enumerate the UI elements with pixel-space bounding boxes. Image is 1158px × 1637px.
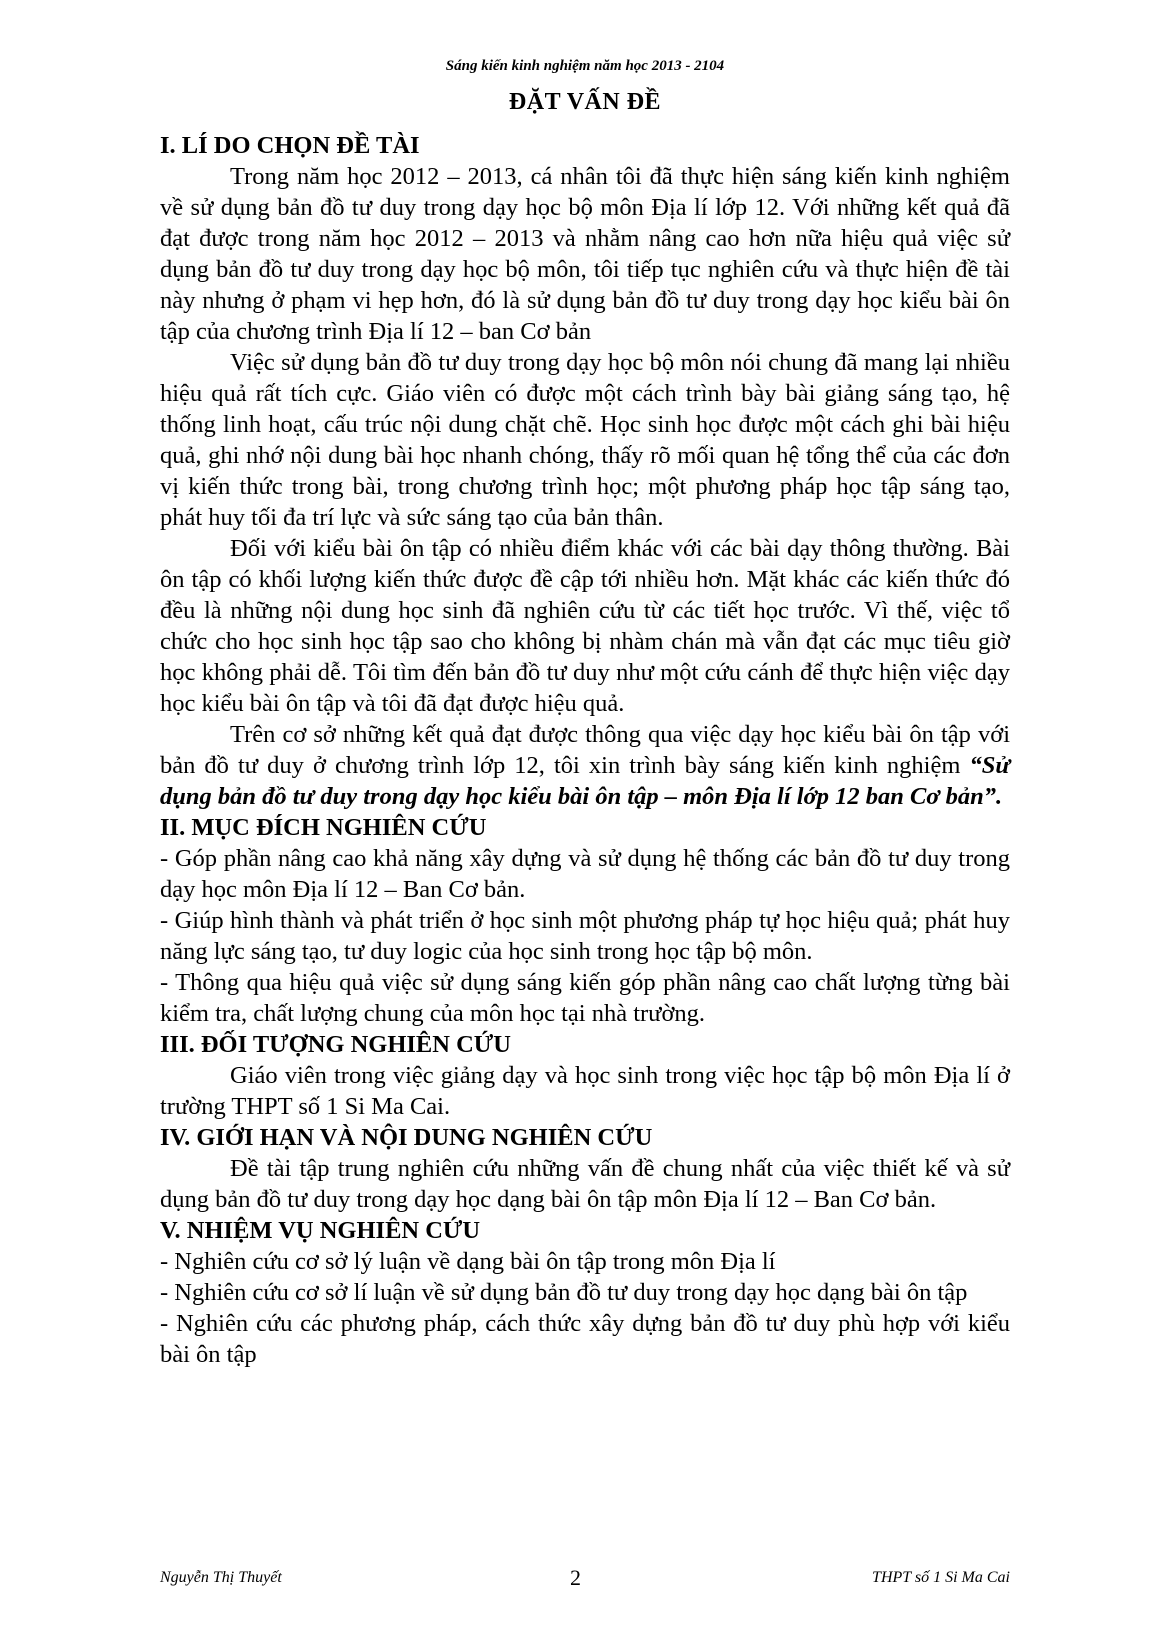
section-5-title: V. NHIỆM VỤ NGHIÊN CỨU: [160, 1217, 481, 1244]
section-3-title: III. ĐỐI TƯỢNG NGHIÊN CỨU: [160, 1031, 511, 1058]
section-1-paragraph-4: [160, 719, 1010, 812]
section-2-item-3: - Thông qua hiệu quả việc sử dụng sáng kiến góp phần nâng cao chất lượng từng bài kiểm tra, chất lượng chung của môn học tại nhà trường.: [160, 969, 1010, 1027]
section-2-title: II. MỤC ĐÍCH NGHIÊN CỨU: [160, 814, 487, 841]
section-3-paragraph: Giáo viên trong việc giảng dạy và học sinh trong việc học tập bộ môn Địa lí ở trường THPT số 1 Si Ma Cai.: [160, 1062, 1010, 1120]
section-2-item-2: - Giúp hình thành và phát triển ở học sinh một phương pháp tự học hiệu quả; phát huy năng lực sáng tạo, tư duy logic của học sinh trong học tập bộ môn.: [160, 907, 1010, 965]
section-5-item-1: - Nghiên cứu cơ sở lý luận về dạng bài ôn tập trong môn Địa lí: [160, 1248, 776, 1275]
initiative-title-emphasis: “Sử dụng bản đồ tư duy trong dạy học kiểu bài ôn tập – môn Địa lí lớp 12 ban Cơ bản”.: [160, 752, 1010, 810]
footer-author: Nguyễn Thị Thuyết: [160, 1569, 282, 1586]
section-1-paragraph-3: Đối với kiểu bài ôn tập có nhiều điểm khác với các bài dạy thông thường. Bài ôn tập có khối lượng kiến thức được đề cập tới nhiều hơn. Mặt khác các kiến thức đó đều là những nội dung học sinh đã nghiên cứu từ các tiết học trước. Vì thế, việc tổ chức cho học sinh học tập sao cho không bị nhàm chán mà vẫn đạt các mục tiêu giờ học không phải dễ. Tôi tìm đến bản đồ tư duy như một cứu cánh để thực hiện việc dạy học kiểu bài ôn tập và tôi đã đạt được hiệu quả.: [160, 535, 1010, 717]
section-1-title: I. LÍ DO CHỌN ĐỀ TÀI: [160, 132, 420, 159]
page-footer: [160, 1565, 1010, 1595]
section-2-item-1: - Góp phần nâng cao khả năng xây dựng và sử dụng hệ thống các bản đồ tư duy trong dạy học môn Địa lí 12 – Ban Cơ bản.: [160, 845, 1010, 903]
page-number: 2: [570, 1565, 581, 1590]
page-header: Sáng kiến kinh nghiệm năm học 2013 - 2104: [445, 58, 725, 74]
section-4-title: IV. GIỚI HẠN VÀ NỘI DUNG NGHIÊN CỨU: [160, 1124, 653, 1151]
document-page: [160, 58, 1010, 1370]
section-1-paragraph-4-text: Trên cơ sở những kết quả đạt được thông qua việc dạy học kiểu bài ôn tập với bản đồ tư duy ở chương trình lớp 12, tôi xin trình bày sáng kiến kinh nghiệm: [160, 721, 1010, 779]
section-4-paragraph: Đề tài tập trung nghiên cứu những vấn đề chung nhất của việc thiết kế và sử dụng bản đồ tư duy trong dạy học dạng bài ôn tập môn Địa lí 12 – Ban Cơ bản.: [160, 1155, 1010, 1213]
footer-school: THPT số 1 Si Ma Cai: [872, 1569, 1010, 1586]
section-1-paragraph-2: Việc sử dụng bản đồ tư duy trong dạy học bộ môn nói chung đã mang lại nhiều hiệu quả rất tích cực. Giáo viên có được một cách trình bày bài giảng sáng tạo, hệ thống linh hoạt, cấu trúc nội dung chặt chẽ. Học sinh học được một cách ghi bài hiệu quả, ghi nhớ nội dung bài học nhanh chóng, thấy rõ mối quan hệ tổng thể của các đơn vị kiến thức trong bài, trong chương trình học; một phương pháp học tập sáng tạo, phát huy tối đa trí lực và sức sáng tạo của bản thân.: [160, 349, 1010, 531]
section-5-item-3: - Nghiên cứu các phương pháp, cách thức xây dựng bản đồ tư duy phù hợp với kiểu bài ôn tập: [160, 1310, 1010, 1368]
main-title: ĐẶT VẤN ĐỀ: [508, 89, 662, 115]
section-1-paragraph-1: Trong năm học 2012 – 2013, cá nhân tôi đã thực hiện sáng kiến kinh nghiệm về sử dụng bản đồ tư duy trong dạy học bộ môn Địa lí lớp 12. Với những kết quả đã đạt được trong năm học 2012 – 2013 và nhằm nâng cao hơn nữa hiệu quả việc sử dụng bản đồ tư duy trong dạy học bộ môn, tôi tiếp tục nghiên cứu và thực hiện đề tài này nhưng ở phạm vi hẹp hơn, đó là sử dụng bản đồ tư duy trong dạy học kiểu bài ôn tập của chương trình Địa lí 12 – ban Cơ bản: [160, 163, 1010, 345]
section-5-item-2: - Nghiên cứu cơ sở lí luận về sử dụng bản đồ tư duy trong dạy học dạng bài ôn tập: [160, 1279, 968, 1306]
